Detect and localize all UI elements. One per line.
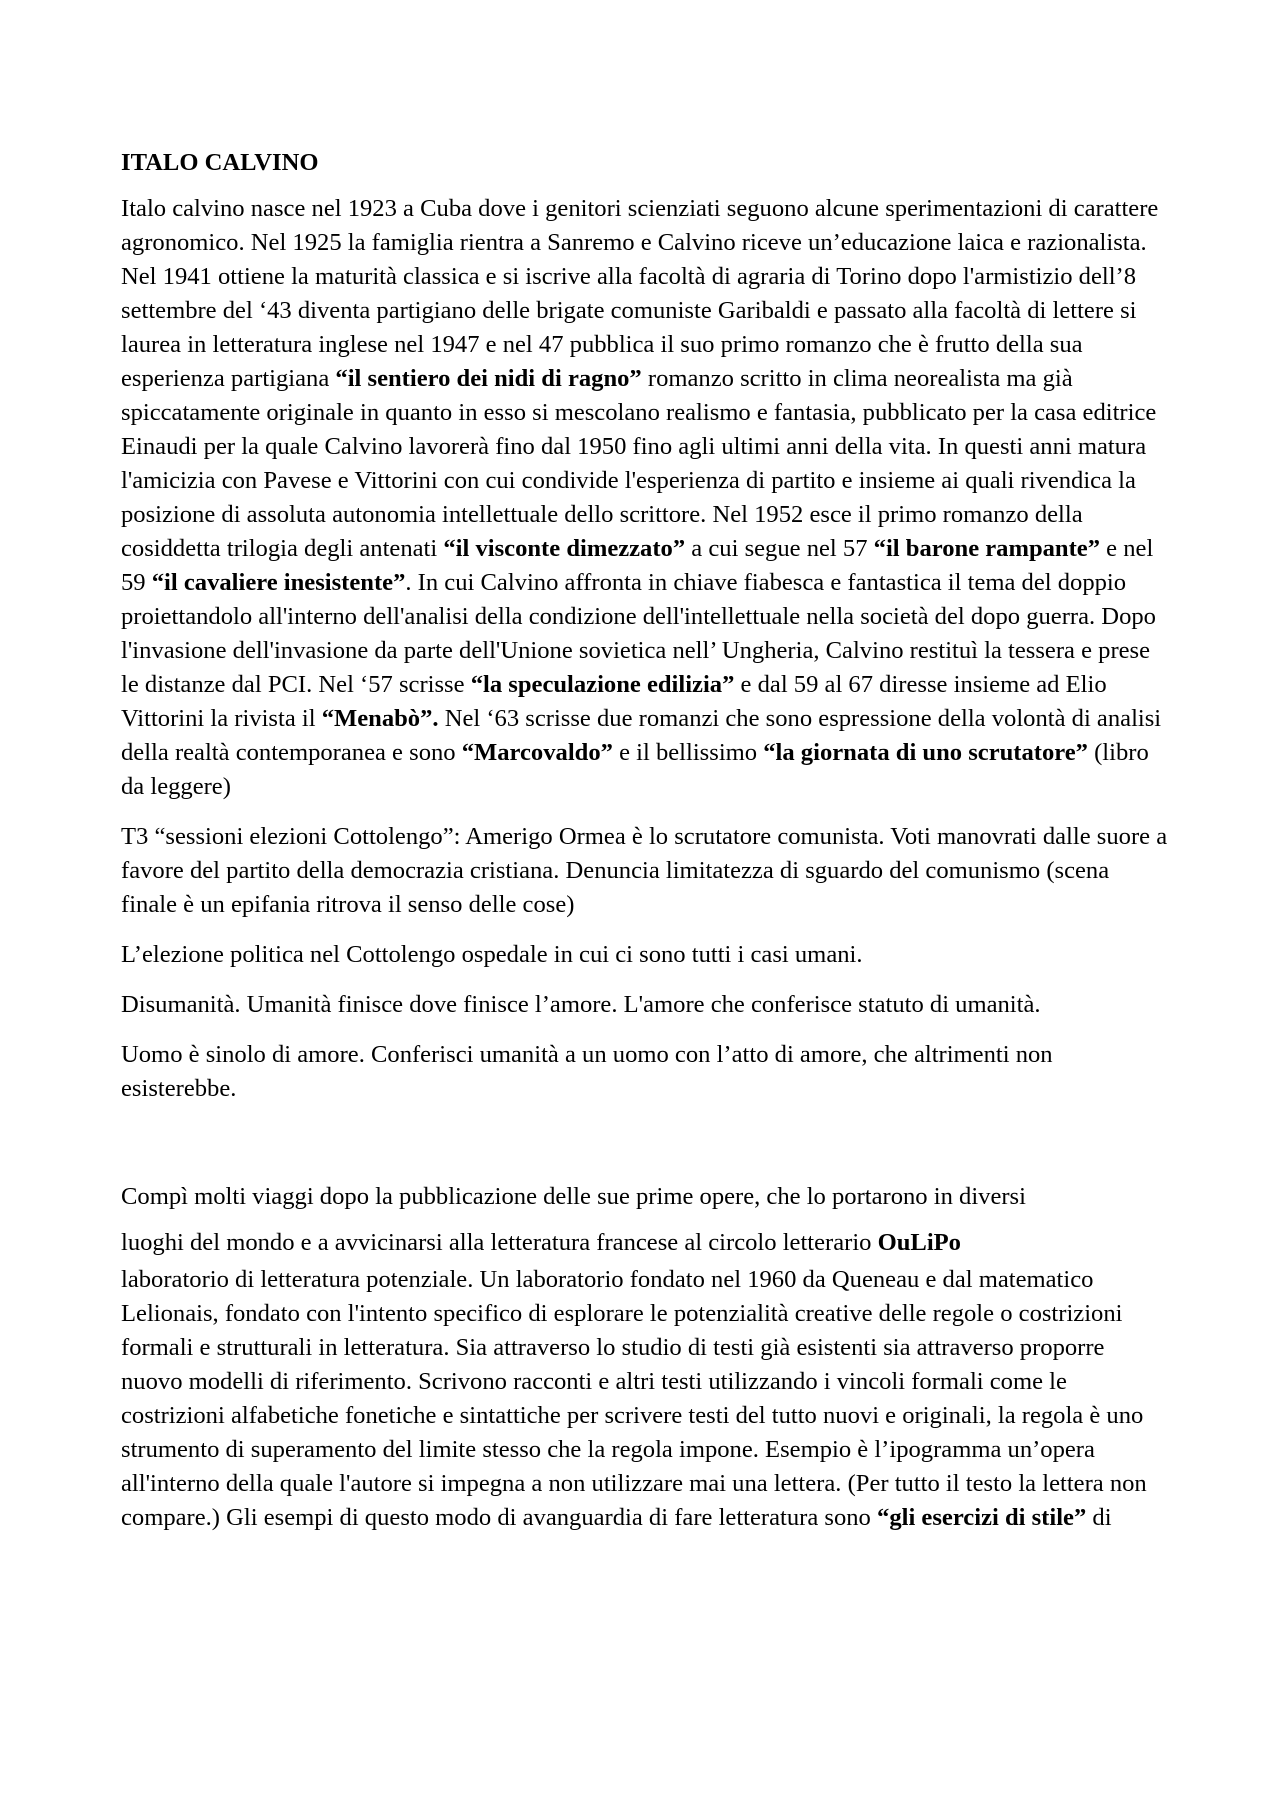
book-title-cavaliere: “il cavaliere inesistente” (151, 569, 406, 596)
text-run: Nel ‘63 scrisse due romanzi che sono espressione della volontà di analisi della realtà contemporanea e sono (121, 705, 1162, 766)
magazine-title-menabo: “Menabò”. (321, 705, 439, 732)
paragraph-disumanita: Disumanità. Umanità finisce dove finisce l’amore. L'amore che conferisce statuto di umanità. (121, 991, 1041, 1018)
text-run: romanzo scritto in clima neorealista ma già spiccatamente originale in quanto in esso si mescolano realismo e fantasia, pubblicato per la casa editrice Einaudi per la quale Calvino lavorerà fino dal 1950 fino agli ultimi anni della vita. In questi anni matura l'amicizia con Pavese e Vittorini con cui condivide l'esperienza di partito e insieme ai quali rivendica la posizione di assoluta autonomia intellettuale dello scrittore. Nel 1952 esce il primo romanzo della cosiddetta trilogia degli antenati (121, 365, 1157, 562)
text-run: laboratorio di letteratura potenziale. Un laboratorio fondato nel 1960 da Queneau e dal matematico Lelionais, fondato con l'intento specifico di esplorare le potenzialità creative delle regole o costrizioni formali e strutturali in letteratura. Sia attraverso lo studio di testi già esistenti sia attraverso proporre nuovo modelli di riferimento. Scrivono racconti e altri testi utilizzando i vincoli formali come le costrizioni alfabetiche fonetiche e sintattiche per scrivere testi del tutto nuovi e originali, la regola è uno strumento di superamento del limite stesso che la regola impone. Esempio è l’ipogramma un’opera all'interno della quale l'autore si impegna a non utilizzare mai una lettera. (Per tutto il testo la lettera non compare.) Gli esempi di questo modo di avanguardia di fare letteratura sono (121, 1266, 1147, 1531)
blank-space (121, 1122, 1171, 1180)
paragraph-t3-notes: T3 “sessioni elezioni Cottolengo”: Amerigo Ormea è lo scrutatore comunista. Voti manovrati dalle suore a favore del partito della democrazia cristiana. Denuncia limitatezza di sguardo del comunismo (scena finale è un epifania ritrova il senso delle cose) (121, 823, 1168, 918)
book-title-scrutatore: “la giornata di uno scrutatore” (763, 739, 1088, 766)
text-run: . In cui Calvino affronta in chiave fiabesca e fantastica il tema del doppio proiettandolo all'interno dell'analisi della condizione dell'intellettuale nella società del dopo guerra. Dopo l'invasione dell'invasione da parte dell'Unione sovietica nell’ Ungheria, Calvino restituì la tessera e prese le distanze dal PCI. Nel ‘57 scrisse (121, 569, 1156, 698)
text-run: e dal 59 al 67 diresse insieme ad Elio Vittorini la rivista il (121, 671, 1107, 732)
text-run: e il bellissimo (612, 739, 764, 766)
text-run: a cui segue nel 57 (685, 535, 874, 562)
text-run: luoghi del mondo e a avvicinarsi alla letteratura francese al circolo letterario (121, 1229, 878, 1256)
text-line: Compì molti viaggi dopo la pubblicazione delle sue prime opere, che lo portarono in diversi (121, 1183, 1026, 1210)
book-title-esercizi: “gli esercizi di stile” (877, 1504, 1087, 1531)
text-run: di (1086, 1504, 1112, 1531)
book-title-sentiero: “il sentiero dei nidi di ragno” (335, 365, 642, 392)
text-run: (libro da leggere) (121, 739, 1149, 800)
oulipo-name: OuLiPo (877, 1229, 961, 1256)
text-line (121, 1226, 1171, 1260)
book-title-marcovaldo: “Marcovaldo” (461, 739, 613, 766)
paragraph-biography (121, 192, 1171, 804)
book-title-visconte: “il visconte dimezzato” (443, 535, 686, 562)
text-run: e nel 59 (121, 535, 1154, 596)
paragraph-oulipo (121, 1180, 1171, 1535)
document-page (121, 146, 1171, 1535)
paragraph-sinolo: Uomo è sinolo di amore. Conferisci umanità a un uomo con l’atto di amore, che altrimenti non esisterebbe. (121, 1041, 1053, 1102)
book-title-barone: “il barone rampante” (873, 535, 1101, 562)
paragraph-election-note: L’elezione politica nel Cottolengo ospedale in cui ci sono tutti i casi umani. (121, 941, 863, 968)
document-title: ITALO CALVINO (121, 149, 319, 176)
book-title-speculazione: “la speculazione edilizia” (470, 671, 735, 698)
text-run: Italo calvino nasce nel 1923 a Cuba dove i genitori scienziati seguono alcune sperimentazioni di carattere agronomico. Nel 1925 la famiglia rientra a Sanremo e Calvino riceve un’educazione laica e razionalista. Nel 1941 ottiene la maturità classica e si iscrive alla facoltà di agraria di Torino dopo l'armistizio dell’8 settembre del ‘43 diventa partigiano delle brigate comuniste Garibaldi e passato alla facoltà di lettere si laurea in letteratura inglese nel 1947 e nel 47 pubblica il suo primo romanzo che è frutto della sua esperienza partigiana (121, 195, 1159, 392)
